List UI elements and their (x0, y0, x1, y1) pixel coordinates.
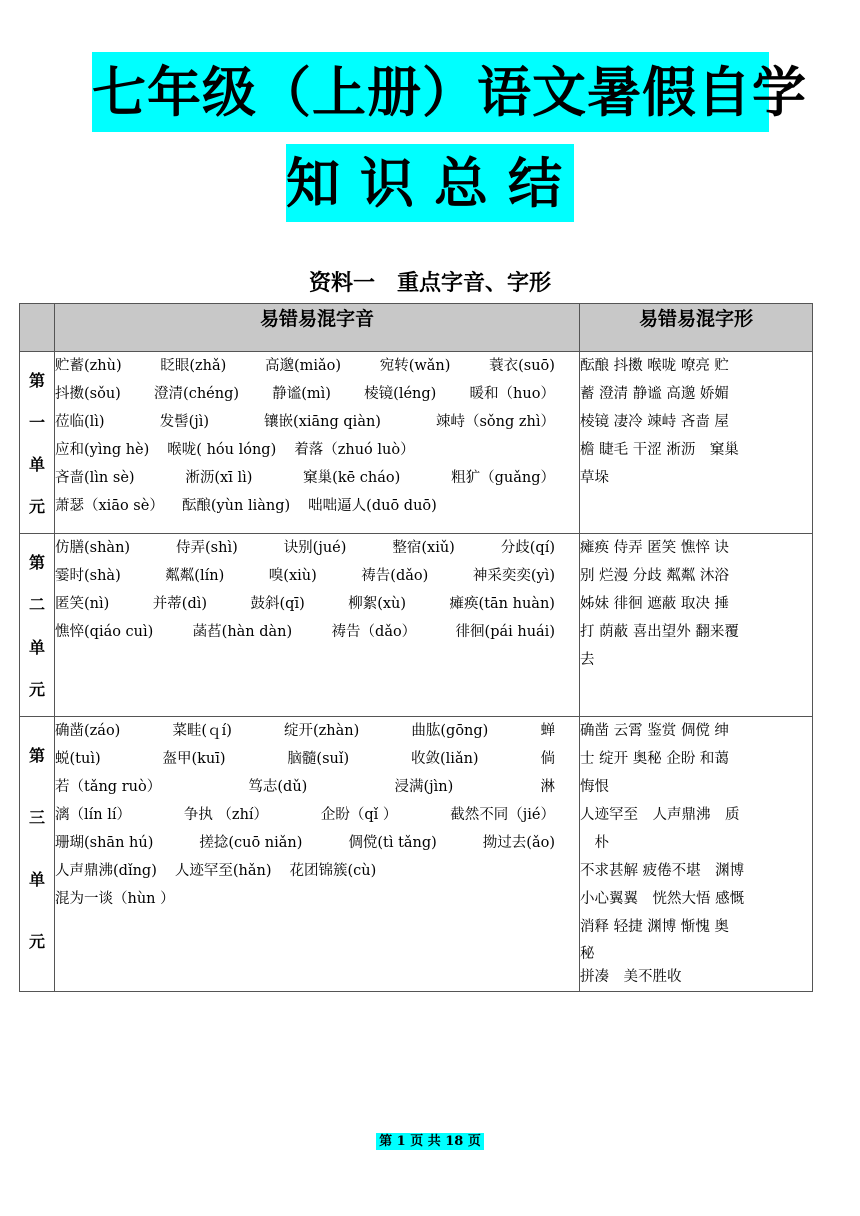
pronunciation-item: 喉咙( hóu lóng) (167, 442, 277, 458)
glyph-line: 人迹罕至 人声鼎沸 质 (580, 807, 740, 823)
pronunciation-item: 争执 （zhí） (183, 807, 269, 823)
pronunciation-line (55, 773, 579, 801)
pronunciation-item: 萧瑟（xiāo sè） (55, 498, 164, 514)
pronunciation-item: 瘫痪(tān huàn) (449, 596, 555, 612)
pronunciation-cell (55, 717, 580, 992)
pronunciation-item: 并蒂(dì) (152, 596, 208, 612)
pronunciation-line (55, 717, 579, 745)
pronunciation-item: 发髻(jì) (159, 414, 210, 430)
glyph-line: 檐 睫毛 干涩 淅沥 窠巢 (580, 442, 739, 458)
glyph-line: 消释 轻捷 渊博 惭愧 奥 (580, 919, 729, 935)
pronunciation-item: 淋 (540, 779, 555, 795)
pronunciation-line (55, 801, 579, 829)
pronunciation-item: 倜傥(tì tǎng) (348, 835, 437, 851)
pronunciation-line (55, 492, 579, 520)
pronunciation-item: 贮蓄(zhù) (55, 358, 122, 374)
pronunciation-item: 盔甲(kuī) (162, 751, 226, 767)
pronunciation-item: 侍弄(shì) (176, 540, 238, 556)
pronunciation-line (55, 562, 579, 590)
pronunciation-item: 神采奕奕(yì) (472, 568, 555, 584)
pronunciation-item: 花团锦簇(cù) (289, 863, 377, 879)
pronunciation-item: 若（tǎng ruò） (55, 779, 162, 795)
pronunciation-item: 粗犷（guǎng） (451, 470, 555, 486)
unit-label-char: 单 (28, 455, 45, 475)
section-subtitle: 资料一 重点字音、字形 (308, 270, 551, 296)
pronunciation-item: 蜕(tuì) (55, 751, 101, 767)
pronunciation-line (55, 745, 579, 773)
glyph-line: 酝酿 抖擞 喉咙 嘹亮 贮 (580, 358, 729, 374)
glyph-line: 草垛 (580, 470, 609, 486)
glyph-cell (580, 352, 813, 534)
pronunciation-item: 暖和（huo） (469, 386, 555, 402)
pronunciation-line (55, 352, 579, 380)
pronunciation-item: 镶嵌(xiāng qiàn) (264, 414, 381, 430)
pronunciation-line (55, 885, 579, 913)
page-footer (0, 1130, 860, 1149)
unit-label-char: 单 (28, 870, 45, 890)
glyph-cell (580, 534, 813, 717)
glyph-line: 悔恨 (580, 779, 609, 795)
pronunciation-item: 曲肱(gōng) (411, 723, 489, 739)
glyph-line: 瘫痪 侍弄 匿笑 憔悴 诀 (580, 540, 729, 556)
glyph-line: 朴 (580, 835, 609, 851)
pronunciation-item: 仿膳(shàn) (55, 540, 131, 556)
pronunciation-line (55, 408, 579, 436)
pronunciation-item: 高邈(miǎo) (264, 358, 342, 374)
pronunciation-line (55, 590, 579, 618)
pronunciation-item: 莅临(lì) (55, 414, 105, 430)
unit-label-char: 第 (28, 370, 45, 390)
pronunciation-cell (55, 534, 580, 717)
glyph-line: 姊妹 徘徊 遮蔽 取决 捶 (580, 596, 729, 612)
unit-row (20, 352, 813, 534)
pronunciation-item: 咄咄逼人(duō duō) (308, 498, 437, 514)
pronunciation-item: 柳絮(xù) (348, 596, 407, 612)
pronunciation-item: 蓑衣(suō) (489, 358, 555, 374)
pronunciation-line (55, 464, 579, 492)
pronunciation-item: 着落（zhuó luò） (294, 442, 415, 458)
title-line-1: 七年级（上册）语文暑假自学 (92, 52, 769, 132)
glyph-line: 拼凑 美不胜收 (580, 969, 682, 985)
glyph-line: 蓄 澄清 静谧 高邈 娇媚 (580, 386, 729, 402)
unit-label-char: 一 (28, 412, 45, 432)
glyph-line: 小心翼翼 恍然大悟 感慨 (580, 891, 745, 907)
unit-row (20, 717, 813, 992)
page-number: 第 1 页 共 18 页 (376, 1133, 484, 1150)
pronunciation-item: 粼粼(lín) (165, 568, 225, 584)
glyph-line: 别 烂漫 分歧 粼粼 沐浴 (580, 568, 729, 584)
unit-label-char: 三 (28, 807, 45, 827)
pronunciation-line (55, 829, 579, 857)
pronunciation-item: 确凿(záo) (55, 723, 121, 739)
vocabulary-table (19, 303, 813, 992)
pronunciation-item: 脑髓(suǐ) (287, 751, 350, 767)
pronunciation-item: 诀别(jué) (283, 540, 347, 556)
unit-row (20, 534, 813, 717)
pronunciation-item: 徘徊(pái huái) (455, 624, 555, 640)
pronunciation-item: 匿笑(nì) (55, 596, 110, 612)
pronunciation-item: 倘 (540, 751, 555, 767)
unit-label-char: 元 (28, 680, 45, 700)
pronunciation-cell (55, 352, 580, 534)
pronunciation-item: 菜畦(ｑí) (172, 723, 232, 739)
unit-label-cell (20, 534, 55, 717)
pronunciation-line (55, 436, 579, 464)
title-line-2: 知识总结 (286, 144, 574, 222)
pronunciation-item: 整宿(xiǔ) (392, 540, 455, 556)
unit-label-cell (20, 352, 55, 534)
pronunciation-item: 抖擞(sǒu) (55, 386, 121, 402)
glyph-cell (580, 717, 813, 992)
table-header-row (20, 304, 813, 352)
pronunciation-item: 澄清(chéng) (154, 386, 240, 402)
unit-label-char: 元 (28, 497, 45, 517)
pronunciation-item: 分歧(qí) (500, 540, 555, 556)
pronunciation-item: 菡萏(hàn dàn) (192, 624, 293, 640)
pronunciation-item: 淅沥(xī lì) (185, 470, 253, 486)
pronunciation-item: 拗过去(ǎo) (482, 835, 555, 851)
pronunciation-item: 嗅(xiù) (268, 568, 317, 584)
pronunciation-item: 静谧(mì) (272, 386, 331, 402)
pronunciation-item: 竦峙（sǒng zhì） (435, 414, 555, 430)
pronunciation-item: 祷告(dǎo) (361, 568, 429, 584)
pronunciation-item: 人声鼎沸(dǐng) (55, 863, 157, 879)
pronunciation-line (55, 618, 579, 646)
pronunciation-item: 祷告（dǎo） (331, 624, 417, 640)
unit-label-char: 第 (28, 745, 45, 765)
pronunciation-item: 笃志(dǔ) (248, 779, 308, 795)
glyph-line: 去 (580, 652, 595, 668)
pronunciation-item: 企盼（qǐ ） (320, 807, 398, 823)
pronunciation-item: 搓捻(cuō niǎn) (199, 835, 303, 851)
glyph-line: 不求甚解 疲倦不堪 渊博 (580, 863, 745, 879)
pronunciation-item: 漓（lín lí） (55, 807, 131, 823)
pronunciation-line (55, 380, 579, 408)
unit-label-char: 单 (28, 637, 45, 657)
pronunciation-item: 宛转(wǎn) (379, 358, 451, 374)
pronunciation-item: 憔悴(qiáo cuì) (55, 624, 154, 640)
pronunciation-item: 蝉 (540, 723, 555, 739)
pronunciation-item: 鼓斜(qī) (250, 596, 305, 612)
pronunciation-item: 收敛(liǎn) (411, 751, 479, 767)
unit-label-char: 元 (28, 932, 45, 952)
glyph-line: 打 荫蔽 喜出望外 翻来覆 (580, 624, 739, 640)
pronunciation-item: 混为一谈（hùn ） (55, 891, 175, 907)
pronunciation-item: 浸满(jìn) (394, 779, 454, 795)
pronunciation-item: 珊瑚(shān hú) (55, 835, 154, 851)
unit-label-char: 二 (28, 595, 45, 615)
pronunciation-line (55, 857, 579, 885)
header-pronunciation: 易错易混字音 (55, 304, 580, 352)
glyph-line: 士 绽开 奥秘 企盼 和蔼 (580, 751, 729, 767)
pronunciation-item: 截然不同（jié） (450, 807, 555, 823)
pronunciation-item: 应和(yìng hè) (55, 442, 150, 458)
header-unit-column (20, 304, 55, 352)
pronunciation-item: 酝酿(yùn liàng) (181, 498, 291, 514)
pronunciation-item: 眨眼(zhǎ) (160, 358, 227, 374)
glyph-line: 棱镜 凄冷 竦峙 吝啬 屋 (580, 414, 729, 430)
pronunciation-item: 绽开(zhàn) (284, 723, 360, 739)
pronunciation-item: 窠巢(kē cháo) (303, 470, 401, 486)
glyph-line: 确凿 云霄 鉴赏 倜傥 绅 (580, 723, 729, 739)
pronunciation-line (55, 534, 579, 562)
pronunciation-item: 霎时(shà) (55, 568, 121, 584)
pronunciation-item: 棱镜(léng) (364, 386, 437, 402)
pronunciation-item: 吝啬(lìn sè) (55, 470, 135, 486)
unit-label-char: 第 (28, 552, 45, 572)
unit-label-cell (20, 717, 55, 992)
header-glyph: 易错易混字形 (580, 304, 813, 352)
pronunciation-item: 人迹罕至(hǎn) (174, 863, 272, 879)
glyph-line: 秘 (580, 946, 595, 962)
